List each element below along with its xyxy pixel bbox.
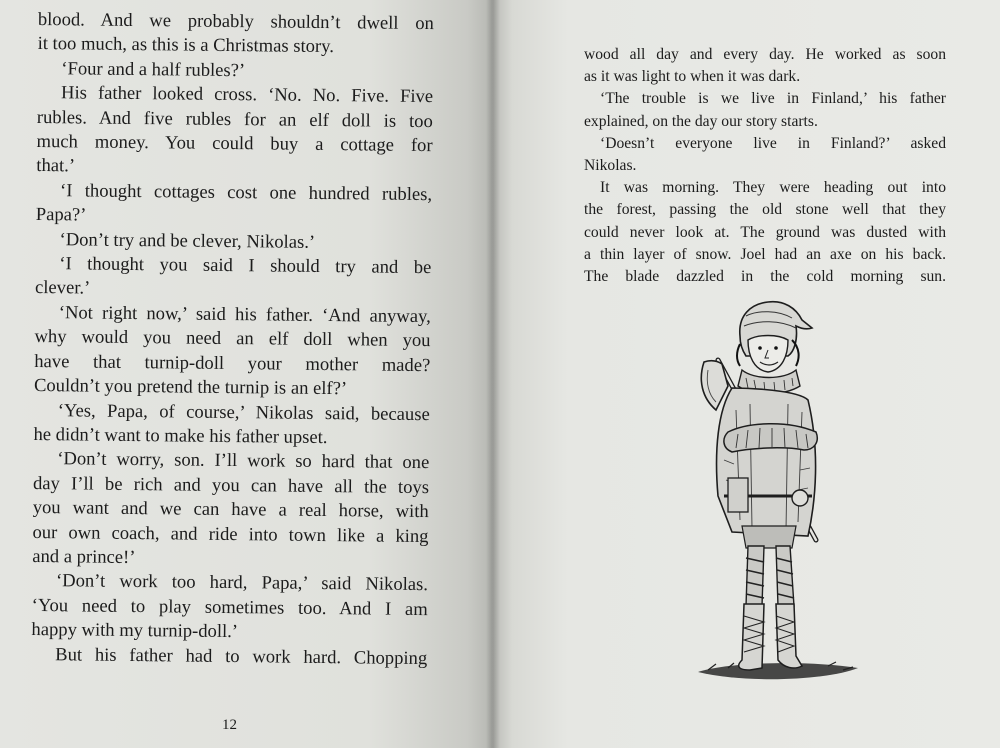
text-line: ‘Yes, Papa, of course,’ Nikolas said, because — [57, 399, 430, 425]
text-line: explained, on the day our story starts. — [584, 112, 818, 130]
text-line: could never look at. The ground was dusted with — [584, 223, 946, 241]
text-line: you want and we can have a real horse, with — [32, 497, 429, 523]
text-line: why would you need an elf doll when you — [34, 326, 431, 352]
text-line: as it was light to when it was dark. — [584, 68, 801, 86]
text-line: Papa?’ — [35, 204, 87, 226]
text-line: ‘Four and a half rubles?’ — [61, 58, 246, 81]
text-line: But his father had to work hard. Chopping — [55, 643, 428, 669]
text-line: much money. You could buy a cottage for — [36, 131, 433, 157]
text-line: Nikolas. — [584, 157, 637, 175]
text-line: ‘Don’t try and be clever, Nikolas.’ — [59, 228, 316, 253]
text-line: It was morning. They were heading out into — [600, 179, 946, 197]
text-line: have that turnip-doll your mother made? — [34, 350, 431, 376]
text-line: His father looked cross. ‘No. No. Five. Five — [61, 82, 434, 108]
text-line: The blade dazzled in the cold morning sun. — [584, 268, 946, 286]
text-line: it too much, as this is a Christmas story. — [37, 33, 335, 58]
text-line: ‘I thought you said I should try and be — [59, 253, 432, 279]
woodcutter-with-axe-illustration — [688, 300, 868, 692]
text-line: happy with my turnip-doll.’ — [31, 619, 239, 643]
text-line: ‘Don’t work too hard, Papa,’ said Nikolas. — [55, 570, 429, 596]
text-line: wood all day and every day. He worked as soon — [584, 46, 946, 63]
text-line: ‘The trouble is we live in Finland,’ his father — [600, 90, 946, 108]
text-line: clever.’ — [34, 277, 91, 300]
text-line: ‘You need to play sometimes too. And I am — [31, 594, 428, 620]
text-line: ‘I thought cottages cost one hundred rubles, — [59, 180, 433, 205]
text-line: he didn’t want to make his father upset. — [33, 423, 328, 448]
text-line: that.’ — [36, 155, 76, 177]
text-line: ‘Not right now,’ said his father. ‘And anyway, — [58, 302, 431, 328]
text-line: blood. And we probably shouldn’t dwell on — [37, 8, 434, 35]
right-page — [492, 0, 1000, 748]
text-line: rubles. And five rubles for an elf doll is too — [36, 106, 433, 132]
page-number: 12 — [222, 717, 237, 733]
text-line: and a prince!’ — [32, 545, 136, 568]
text-line: Couldn’t you pretend the turnip is an elf?’ — [33, 375, 348, 400]
left-page — [0, 0, 492, 748]
text-line: day I’ll be rich and you can have all the toys — [32, 472, 430, 498]
text-line: ‘Doesn’t everyone live in Finland?’ asked — [600, 134, 946, 152]
text-line: the forest, passing the old stone well that they — [584, 201, 946, 219]
right-page-text — [584, 44, 946, 288]
text-line: our own coach, and ride into town like a king — [32, 521, 429, 547]
left-page-text — [31, 8, 434, 671]
text-line: a thin layer of snow. Joel had an axe on his back. — [584, 245, 946, 263]
text-line: ‘Don’t worry, son. I’ll work so hard that one — [57, 448, 430, 474]
book-gutter — [486, 0, 500, 748]
